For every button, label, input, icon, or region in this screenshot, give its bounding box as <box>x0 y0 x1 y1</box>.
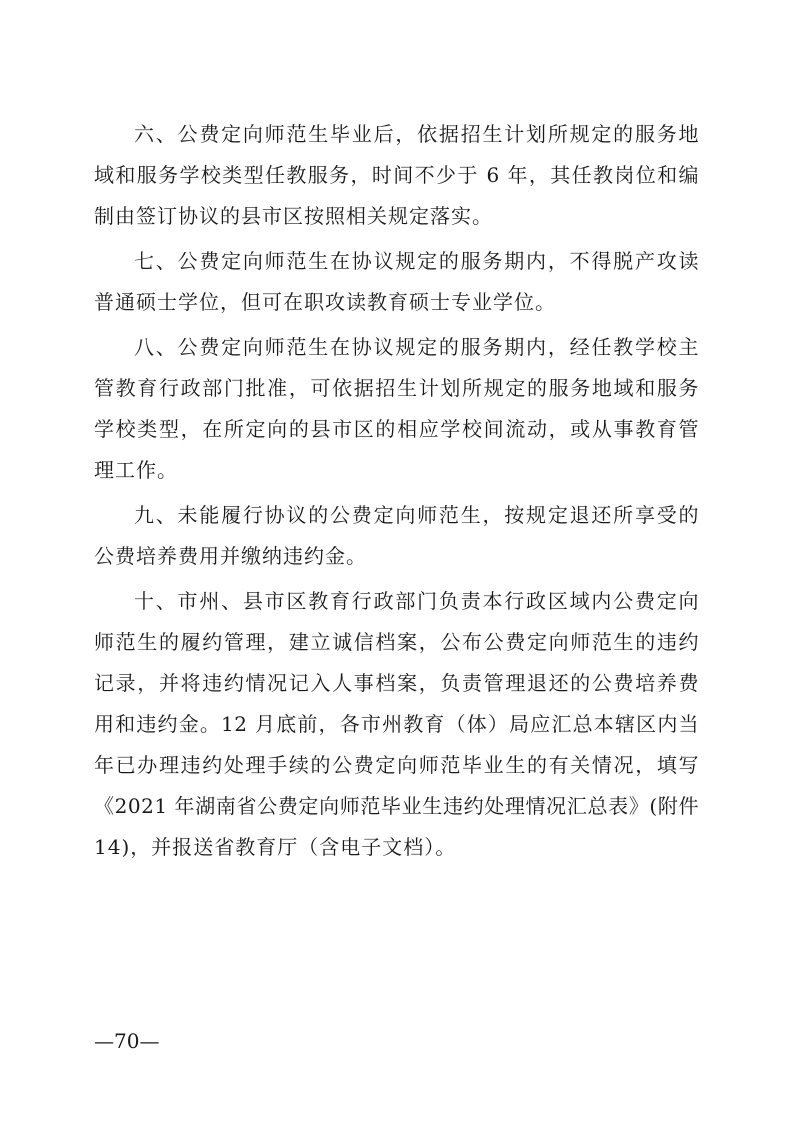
page-number: —70— <box>94 1029 160 1053</box>
text-line: 年已办理违约处理手续的公费定向师范毕业生的有关情况，填写 <box>94 753 699 777</box>
text-line: 域和服务学校类型任教服务，时间不少于 6 年，其任教岗位和编 <box>94 163 699 187</box>
text-line: 普通硕士学位，但可在职攻读教育硕士专业学位。 <box>94 290 556 314</box>
text-line: 公费培养费用并缴纳违约金。 <box>94 544 367 568</box>
paragraph-7 <box>94 241 699 323</box>
text-line: 记录，并将违约情况记入人事档案，负责管理退还的公费培养费 <box>94 671 699 695</box>
document-body <box>94 114 699 868</box>
text-line: 制由签订协议的县市区按照相关规定落实。 <box>94 204 493 228</box>
text-line: 14)，并报送省教育厅（含电子文档）。 <box>94 835 457 859</box>
text-line: 用和违约金。12 月底前，各市州教育（体）局应汇总本辖区内当 <box>94 712 699 736</box>
text-line: 十、市州、县市区教育行政部门负责本行政区域内公费定向 <box>134 589 699 613</box>
text-line: 七、公费定向师范生在协议规定的服务期内，不得脱产攻读 <box>134 249 699 273</box>
text-line: 师范生的履约管理，建立诚信档案，公布公费定向师范生的违约 <box>94 630 699 654</box>
text-line: 理工作。 <box>94 458 178 482</box>
paragraph-6 <box>94 114 699 237</box>
text-line: 学校类型，在所定向的县市区的相应学校间流动，或从事教育管 <box>94 417 699 441</box>
text-line: 六、公费定向师范生毕业后，依据招生计划所规定的服务地 <box>134 122 699 146</box>
paragraph-10 <box>94 581 699 868</box>
text-line: 九、未能履行协议的公费定向师范生，按规定退还所享受的 <box>134 503 699 527</box>
text-line: 管教育行政部门批准，可依据招生计划所规定的服务地域和服务 <box>94 376 699 400</box>
paragraph-8 <box>94 327 699 491</box>
paragraph-9 <box>94 495 699 577</box>
text-line: 《2021 年湖南省公费定向师范毕业生违约处理情况汇总表》(附件 <box>94 794 699 818</box>
text-line: 八、公费定向师范生在协议规定的服务期内，经任教学校主 <box>134 335 699 359</box>
